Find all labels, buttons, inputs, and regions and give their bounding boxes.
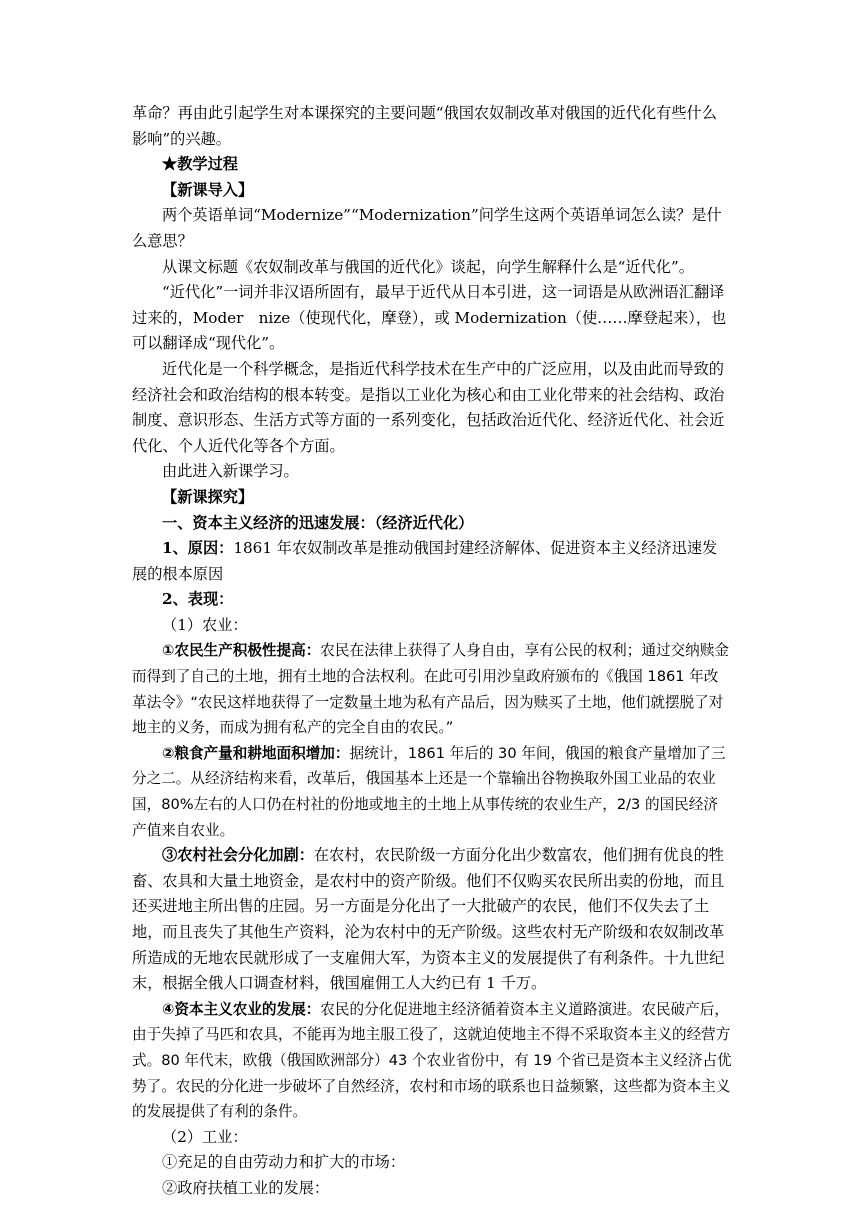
agri-3-text: 在农村，农民阶级一方面分化出少数富农，他们拥有优良的牲畜、农具和大量土地资金，是农村中的资产阶级。他们不仅购买农民所出卖的份地，而且还买进地主所出售的庄园。另一方面是分化出了一大批破产的农民，他们不仅失去了土地，而且丧失了其他生产资料，沦为农村中的无产阶级。这些农村无产阶级和农奴制改革所造成的无地农民就形成了一支雇佣大军，为资本主义的发展提供了有利条件。十九世纪末，根据全俄人口调查材料，俄国雇佣工人大约已有 1 千万。 (132, 846, 725, 993)
heading-new-lesson-explore: 【新课探究】 (162, 487, 254, 506)
paragraph-english-words: 两个英语单词“Modernize”“Modernization”问学生这两个英语单词怎么读？是什么意思？ (132, 206, 722, 250)
heading-teaching-process: ★教学过程 (162, 155, 238, 174)
industry-item-1: ①充足的自由劳动力和扩大的市场： (162, 1153, 405, 1172)
paragraph-term-origin: “近代化”一词并非汉语所固有，最早于近代从日本引进，这一词语是从欧洲语汇翻译过来的，Moder nize（使现代化，摩登），或 Modernization（使……摩登起来），也可以翻译成“现代化”。 (132, 283, 727, 353)
paragraph-modernization-concept: 近代化是一个科学概念，是指近代科学技术在生产中的广泛应用，以及由此而导致的经济社会和政治结构的根本转变。是指以工业化为核心和由工业化带来的社会结构、政治制度、意识形态、生活方式等方面的一系列变化，包括政治近代化、经济近代化、社会近代化、个人近代化等各个方面。 (132, 359, 725, 455)
document-body (132, 101, 732, 1202)
paragraph-agri-3 (132, 843, 732, 997)
industry-item-2: ②政府扶植工业的发展： (162, 1178, 330, 1197)
heading-new-lesson-intro: 【新课导入】 (162, 180, 254, 199)
agri-4-label: ④资本主义农业的发展： (162, 1000, 321, 1018)
paragraph-enter-lesson: 由此进入新课学习。 (162, 462, 299, 481)
intro-paragraph: 革命？再由此引起学生对本课探究的主要问题“俄国农奴制改革对俄国的近代化有些什么影响”的兴趣。 (132, 104, 717, 148)
paragraph-agri-4 (132, 997, 732, 1125)
reason-text: 1861 年农奴制改革是推动俄国封建经济解体、促进资本主义经济迅速发展的根本原因 (132, 539, 718, 583)
agri-1-label: ①农民生产积极性提高： (162, 642, 321, 660)
paragraph-agri-1 (132, 638, 732, 740)
heading-manifestation: 2、表现： (162, 590, 234, 609)
paragraph-agri-2 (132, 741, 732, 843)
subheading-industry: （2）工业： (162, 1127, 248, 1146)
subheading-agriculture: （1）农业： (162, 615, 248, 634)
agri-2-text: 据统计，1861 年后的 30 年间，俄国的粮食产量增加了三分之二。从经济结构来看，改革后，俄国基本上还是一个靠输出谷物换取外国工业品的农业国，80%左右的人口仍在村社的份地或地主的土地上从事传统的农业生产，2/3 的国民经济产值来自农业。 (132, 744, 726, 839)
paragraph-reason (132, 536, 732, 587)
paragraph-lesson-title: 从课文标题《农奴制改革与俄国的近代化》谈起，向学生解释什么是“近代化”。 (162, 257, 694, 276)
agri-1-text: 农民在法律上获得了人身自由，享有公民的权利；通过交纳赎金而得到了自己的土地，拥有土地的合法权利。在此可引用沙皇政府颁布的《俄国 1861 年改革法令》“农民这样地获得了一定数量土地为私有产品后，因为赎买了土地，他们就摆脱了对地主的义务，而成为拥有私产的完全自由的农民。” (132, 642, 729, 737)
agri-2-label: ②粮食产量和耕地面积增加： (162, 744, 350, 762)
heading-section-one: 一、资本主义经济的迅速发展：（经济近代化） (162, 513, 474, 532)
agri-4-text: 农民的分化促进地主经济循着资本主义道路演进。农民破产后，由于失掉了马匹和农具，不能再为地主服工役了，这就迫使地主不得不采取资本主义的经营方式。80 年代末，欧俄（俄国欧洲部分）43 个农业省份中，有 19 个省已是资本主义经济占优势了。农民的分化进一步破坏了自然经济，农村和市场的联系也日益频繁，这些都为资本主义的发展提供了有利的条件。 (132, 1000, 732, 1121)
agri-3-label: ③农村社会分化加剧： (162, 846, 314, 865)
reason-label: 1、原因： (162, 539, 234, 558)
